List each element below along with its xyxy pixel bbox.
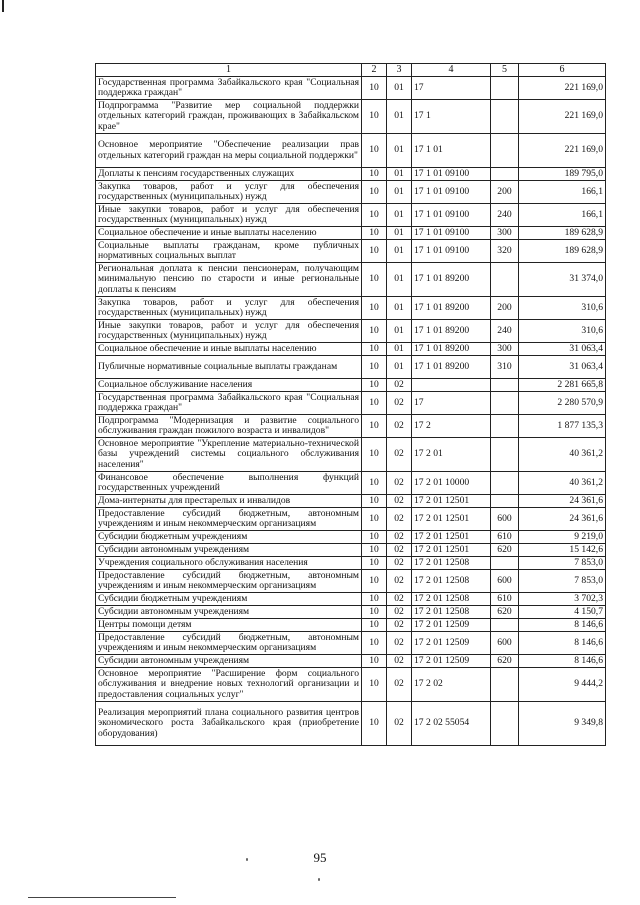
table-row: [96, 181, 606, 204]
row-name: Региональная доплата к пенсии пенсионерам, получающим минимальную пенсию по старости и иные региональные доплаты к пенсиям: [96, 263, 362, 297]
footer-rule: [28, 897, 176, 898]
row-subsection: 01: [387, 181, 412, 204]
row-amount: 24 361,6: [519, 508, 606, 531]
row-amount: 8 146,6: [519, 655, 606, 668]
table-row: [96, 495, 606, 508]
row-section: 10: [362, 632, 387, 655]
row-section: 10: [362, 204, 387, 227]
row-name: Подпрограмма "Развитие мер социальной поддержки отдельных категорий граждан, проживающих в Забайкальском крае": [96, 100, 362, 134]
row-name: Предоставление субсидий бюджетным, автономным учреждениям и иным некоммерческим организациям: [96, 632, 362, 655]
table-row: [96, 379, 606, 392]
row-subsection: 02: [387, 619, 412, 632]
row-expense-type: [491, 134, 519, 168]
row-subsection: 01: [387, 227, 412, 240]
row-subsection: 02: [387, 668, 412, 702]
row-section: 10: [362, 100, 387, 134]
row-subsection: 01: [387, 134, 412, 168]
column-header: 3: [387, 64, 412, 77]
row-subsection: 02: [387, 495, 412, 508]
row-target-code: 17 2 01 12509: [412, 632, 491, 655]
row-expense-type: [491, 495, 519, 508]
row-expense-type: [491, 702, 519, 746]
row-subsection: 01: [387, 240, 412, 263]
row-expense-type: [491, 168, 519, 181]
row-section: 10: [362, 263, 387, 297]
row-amount: 310,6: [519, 320, 606, 343]
row-name: Субсидии автономным учреждениям: [96, 655, 362, 668]
row-name: Социальное обеспечение и иные выплаты населению: [96, 343, 362, 356]
row-name: Реализация мероприятий плана социального развития центров экономического роста Забайкальского края (приобретение оборудования): [96, 702, 362, 746]
table-row: [96, 77, 606, 100]
row-name: Основное мероприятие "Обеспечение реализации прав отдельных категорий граждан на меры социальной поддержки": [96, 134, 362, 168]
row-expense-type: 240: [491, 204, 519, 227]
row-expense-type: [491, 472, 519, 495]
row-name: Подпрограмма "Модернизация и развитие социального обслуживания граждан пожилого возраста и инвалидов": [96, 415, 362, 438]
column-header: 2: [362, 64, 387, 77]
row-section: 10: [362, 356, 387, 379]
row-target-code: 17 1 01 09100: [412, 227, 491, 240]
row-amount: 3 702,3: [519, 593, 606, 606]
row-expense-type: [491, 619, 519, 632]
row-amount: 2 281 665,8: [519, 379, 606, 392]
row-amount: 166,1: [519, 181, 606, 204]
row-amount: 8 146,6: [519, 619, 606, 632]
row-section: 10: [362, 379, 387, 392]
row-subsection: 01: [387, 320, 412, 343]
row-amount: 189 795,0: [519, 168, 606, 181]
row-amount: 31 374,0: [519, 263, 606, 297]
table-row: [96, 508, 606, 531]
row-name: Предоставление субсидий бюджетным, автономным учреждениям и иным некоммерческим организациям: [96, 570, 362, 593]
scan-speck: [318, 878, 320, 881]
row-name: Основное мероприятие "Укрепление материально-технической базы учреждений системы социального обслуживания населения": [96, 438, 362, 472]
row-target-code: 17 1: [412, 100, 491, 134]
row-expense-type: 300: [491, 227, 519, 240]
row-subsection: 02: [387, 606, 412, 619]
row-name: Дома-интернаты для престарелых и инвалидов: [96, 495, 362, 508]
row-target-code: 17 1 01 09100: [412, 168, 491, 181]
table-row: [96, 134, 606, 168]
row-name: Доплаты к пенсиям государственных служащих: [96, 168, 362, 181]
row-expense-type: [491, 415, 519, 438]
row-section: 10: [362, 668, 387, 702]
row-section: 10: [362, 702, 387, 746]
table-row: [96, 356, 606, 379]
row-target-code: 17 2 01 12508: [412, 570, 491, 593]
row-name: Учреждения социального обслуживания населения: [96, 557, 362, 570]
row-amount: 40 361,2: [519, 472, 606, 495]
column-header: 5: [491, 64, 519, 77]
row-target-code: 17 2 01 12508: [412, 557, 491, 570]
row-amount: 9 444,2: [519, 668, 606, 702]
row-expense-type: 320: [491, 240, 519, 263]
row-section: 10: [362, 240, 387, 263]
row-expense-type: 240: [491, 320, 519, 343]
row-expense-type: 610: [491, 531, 519, 544]
row-amount: 7 853,0: [519, 570, 606, 593]
row-section: 10: [362, 134, 387, 168]
row-subsection: 02: [387, 379, 412, 392]
row-target-code: 17 1 01 89200: [412, 297, 491, 320]
row-section: 10: [362, 343, 387, 356]
row-amount: 8 146,6: [519, 632, 606, 655]
table-row: [96, 702, 606, 746]
row-expense-type: 620: [491, 606, 519, 619]
row-amount: 7 853,0: [519, 557, 606, 570]
table-row: [96, 570, 606, 593]
row-name: Социальные выплаты гражданам, кроме публичных нормативных социальных выплат: [96, 240, 362, 263]
table-row: [96, 392, 606, 415]
row-subsection: 01: [387, 77, 412, 100]
row-name: Центры помощи детям: [96, 619, 362, 632]
row-subsection: 02: [387, 415, 412, 438]
row-section: 10: [362, 415, 387, 438]
row-section: 10: [362, 655, 387, 668]
row-name: Закупка товаров, работ и услуг для обеспечения государственных (муниципальных) нужд: [96, 181, 362, 204]
row-amount: 189 628,9: [519, 240, 606, 263]
row-expense-type: 600: [491, 508, 519, 531]
row-subsection: 02: [387, 570, 412, 593]
row-expense-type: [491, 77, 519, 100]
row-amount: 31 063,4: [519, 343, 606, 356]
scan-corner-mark: [2, 0, 10, 12]
row-target-code: 17 2 02: [412, 668, 491, 702]
row-expense-type: [491, 100, 519, 134]
row-target-code: 17 1 01 09100: [412, 240, 491, 263]
row-section: 10: [362, 438, 387, 472]
row-section: 10: [362, 392, 387, 415]
row-expense-type: 620: [491, 655, 519, 668]
table-row: [96, 227, 606, 240]
row-subsection: 01: [387, 343, 412, 356]
scan-speck: [246, 858, 248, 861]
row-section: 10: [362, 181, 387, 204]
row-expense-type: [491, 379, 519, 392]
row-target-code: 17 2 01: [412, 438, 491, 472]
row-target-code: 17: [412, 392, 491, 415]
row-amount: 9 219,0: [519, 531, 606, 544]
row-amount: 189 628,9: [519, 227, 606, 240]
row-expense-type: 200: [491, 297, 519, 320]
row-name: Основное мероприятие "Расширение форм социального обслуживания и внедрение новых технологий организации и предоставления социальных услуг": [96, 668, 362, 702]
table-row: [96, 531, 606, 544]
row-section: 10: [362, 77, 387, 100]
row-name: Государственная программа Забайкальского края "Социальная поддержка граждан": [96, 392, 362, 415]
table-row: [96, 320, 606, 343]
row-expense-type: 310: [491, 356, 519, 379]
row-target-code: 17 1 01 09100: [412, 181, 491, 204]
page-number: 95: [313, 850, 327, 865]
row-name: Предоставление субсидий бюджетным, автономным учреждениям и иным некоммерческим организациям: [96, 508, 362, 531]
row-section: 10: [362, 531, 387, 544]
table-row: [96, 438, 606, 472]
row-subsection: 01: [387, 263, 412, 297]
row-amount: 9 349,8: [519, 702, 606, 746]
row-section: 10: [362, 495, 387, 508]
table-row: [96, 263, 606, 297]
column-header: 1: [96, 64, 362, 77]
row-name: Публичные нормативные социальные выплаты гражданам: [96, 356, 362, 379]
row-subsection: 02: [387, 655, 412, 668]
row-target-code: 17 2 01 12501: [412, 495, 491, 508]
row-target-code: 17: [412, 77, 491, 100]
row-expense-type: 620: [491, 544, 519, 557]
row-subsection: 02: [387, 593, 412, 606]
row-subsection: 01: [387, 297, 412, 320]
table-row: [96, 204, 606, 227]
row-amount: 1 877 135,3: [519, 415, 606, 438]
row-subsection: 02: [387, 531, 412, 544]
row-target-code: 17 1 01 89200: [412, 320, 491, 343]
column-header: 4: [412, 64, 491, 77]
row-amount: 24 361,6: [519, 495, 606, 508]
table-row: [96, 606, 606, 619]
row-expense-type: [491, 438, 519, 472]
row-target-code: 17 1 01 89200: [412, 263, 491, 297]
table-row: [96, 168, 606, 181]
row-target-code: 17 1 01 89200: [412, 356, 491, 379]
row-subsection: 02: [387, 392, 412, 415]
table-row: [96, 557, 606, 570]
row-subsection: 02: [387, 438, 412, 472]
row-expense-type: [491, 668, 519, 702]
row-target-code: 17 2 01 12508: [412, 593, 491, 606]
row-subsection: 02: [387, 557, 412, 570]
table-row: [96, 297, 606, 320]
row-expense-type: 600: [491, 632, 519, 655]
table-row: [96, 100, 606, 134]
row-subsection: 01: [387, 356, 412, 379]
table-row: [96, 632, 606, 655]
row-name: Социальное обслуживание населения: [96, 379, 362, 392]
row-amount: 221 169,0: [519, 100, 606, 134]
row-section: 10: [362, 472, 387, 495]
row-target-code: 17 2 01 12509: [412, 655, 491, 668]
row-subsection: 02: [387, 632, 412, 655]
row-name: Иные закупки товаров, работ и услуг для обеспечения государственных (муниципальных) нужд: [96, 204, 362, 227]
row-target-code: 17 2 01 12509: [412, 619, 491, 632]
table-row: [96, 240, 606, 263]
row-amount: 166,1: [519, 204, 606, 227]
row-name: Субсидии бюджетным учреждениям: [96, 593, 362, 606]
table-row: [96, 544, 606, 557]
table-row: [96, 619, 606, 632]
row-target-code: 17 2 01 12508: [412, 606, 491, 619]
row-target-code: 17 1 01 09100: [412, 204, 491, 227]
row-section: 10: [362, 593, 387, 606]
row-expense-type: 200: [491, 181, 519, 204]
row-amount: 221 169,0: [519, 134, 606, 168]
row-target-code: 17 1 01: [412, 134, 491, 168]
row-expense-type: 300: [491, 343, 519, 356]
row-section: 10: [362, 544, 387, 557]
row-target-code: 17 2 01 10000: [412, 472, 491, 495]
row-target-code: 17 2: [412, 415, 491, 438]
row-section: 10: [362, 227, 387, 240]
row-subsection: 01: [387, 168, 412, 181]
row-expense-type: [491, 263, 519, 297]
row-subsection: 02: [387, 472, 412, 495]
row-name: Государственная программа Забайкальского края "Социальная поддержка граждан": [96, 77, 362, 100]
row-target-code: 17 1 01 89200: [412, 343, 491, 356]
row-amount: 15 142,6: [519, 544, 606, 557]
row-section: 10: [362, 297, 387, 320]
budget-table: [95, 63, 606, 746]
row-name: Закупка товаров, работ и услуг для обеспечения государственных (муниципальных) нужд: [96, 297, 362, 320]
table-row: [96, 343, 606, 356]
table-header-row: [96, 64, 606, 77]
table-row: [96, 668, 606, 702]
row-name: Субсидии автономным учреждениям: [96, 606, 362, 619]
row-amount: 2 280 570,9: [519, 392, 606, 415]
row-subsection: 02: [387, 544, 412, 557]
row-name: Субсидии бюджетным учреждениям: [96, 531, 362, 544]
row-expense-type: 600: [491, 570, 519, 593]
row-subsection: 02: [387, 702, 412, 746]
row-section: 10: [362, 320, 387, 343]
row-section: 10: [362, 606, 387, 619]
table-row: [96, 472, 606, 495]
row-section: 10: [362, 557, 387, 570]
table-row: [96, 655, 606, 668]
row-section: 10: [362, 619, 387, 632]
row-expense-type: 610: [491, 593, 519, 606]
row-name: Субсидии автономным учреждениям: [96, 544, 362, 557]
row-target-code: [412, 379, 491, 392]
row-amount: 31 063,4: [519, 356, 606, 379]
row-subsection: 01: [387, 100, 412, 134]
row-target-code: 17 2 01 12501: [412, 544, 491, 557]
row-amount: 221 169,0: [519, 77, 606, 100]
row-amount: 4 150,7: [519, 606, 606, 619]
row-expense-type: [491, 392, 519, 415]
row-expense-type: [491, 557, 519, 570]
row-name: Социальное обеспечение и иные выплаты населению: [96, 227, 362, 240]
row-target-code: 17 2 01 12501: [412, 531, 491, 544]
row-target-code: 17 2 02 55054: [412, 702, 491, 746]
row-name: Финансовое обеспечение выполнения функций государственных учреждений: [96, 472, 362, 495]
row-name: Иные закупки товаров, работ и услуг для обеспечения государственных (муниципальных) нужд: [96, 320, 362, 343]
row-subsection: 02: [387, 508, 412, 531]
row-section: 10: [362, 570, 387, 593]
row-target-code: 17 2 01 12501: [412, 508, 491, 531]
row-amount: 310,6: [519, 297, 606, 320]
column-header: 6: [519, 64, 606, 77]
table-row: [96, 593, 606, 606]
row-section: 10: [362, 508, 387, 531]
table-row: [96, 415, 606, 438]
row-amount: 40 361,2: [519, 438, 606, 472]
row-section: 10: [362, 168, 387, 181]
row-subsection: 01: [387, 204, 412, 227]
